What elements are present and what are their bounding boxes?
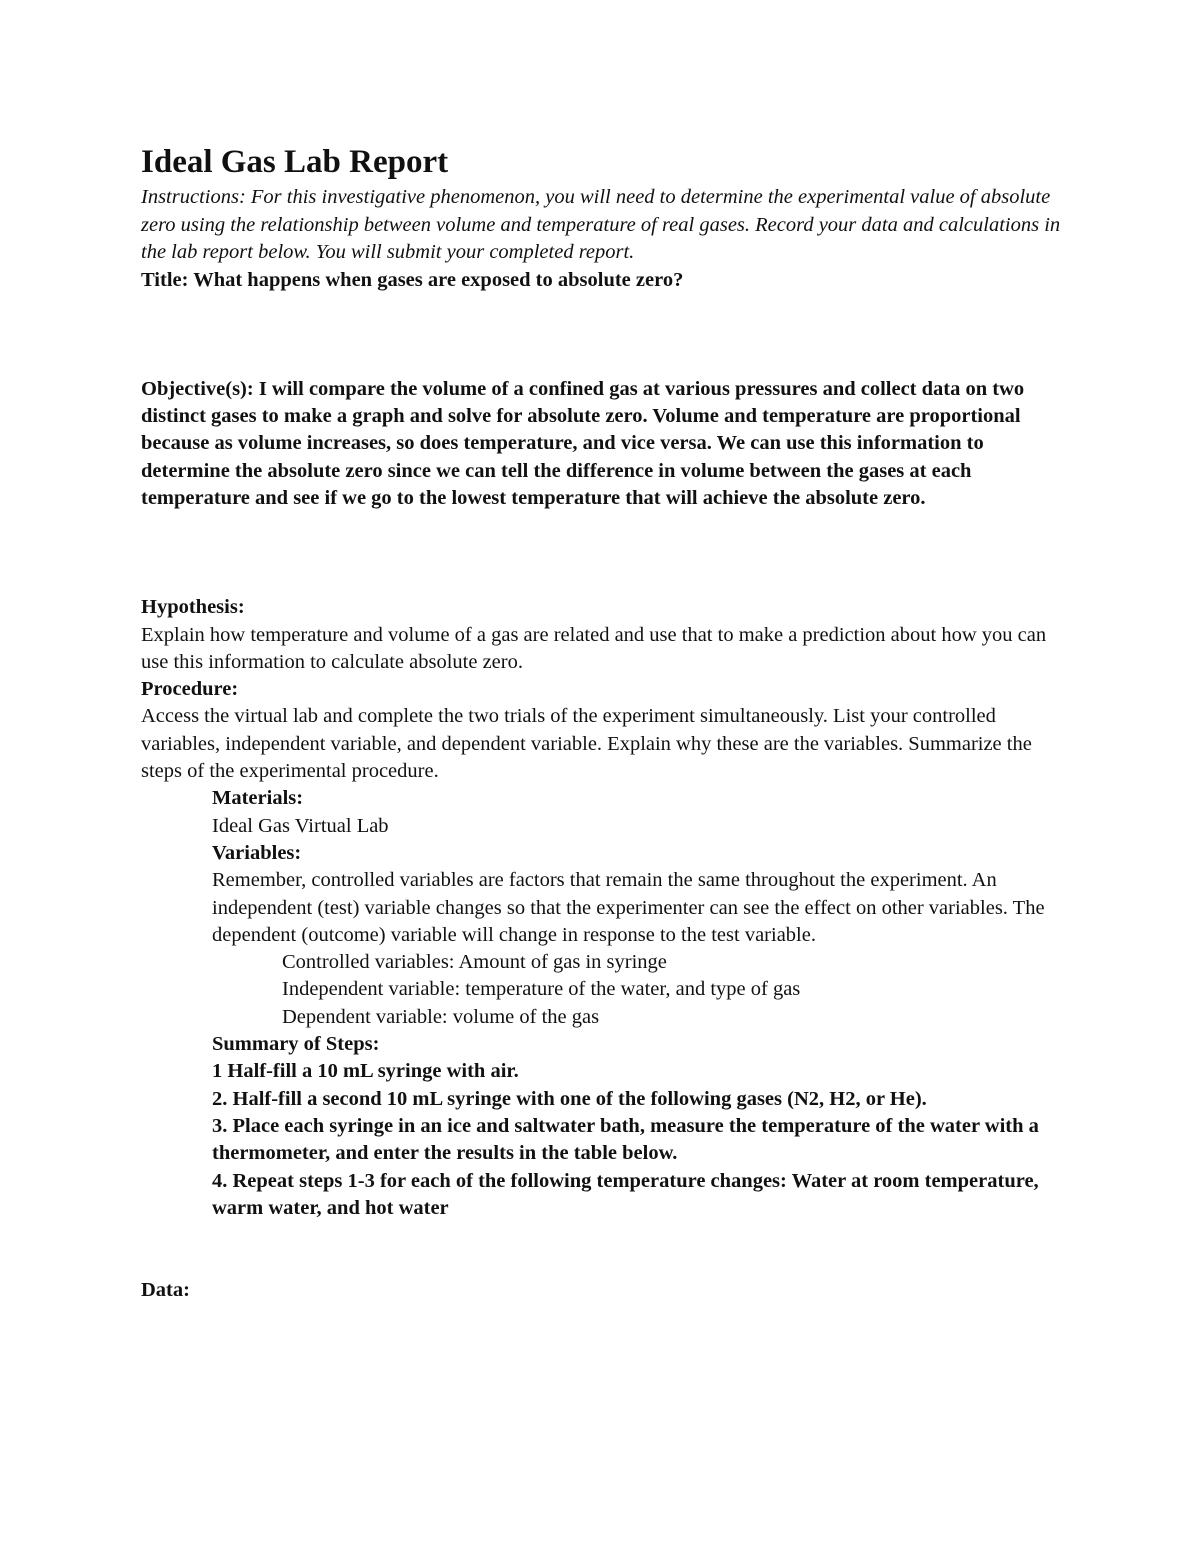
procedure-heading: Procedure:: [141, 678, 239, 701]
data-heading: Data:: [141, 1279, 190, 1302]
independent-variable: Independent variable: temperature of the water, and type of gas: [282, 978, 801, 1001]
step-item: 4. Repeat steps 1-3 for each of the following temperature changes: Water at room temperature, warm water, and hot water: [212, 1169, 1039, 1219]
procedure-text: Access the virtual lab and complete the two trials of the experiment simultaneously. List your controlled variables, independent variable, and dependent variable. Explain why these are the variables. Summarize the steps of the experimental procedure.: [141, 705, 1032, 783]
step-item: 2. Half-fill a second 10 mL syringe with one of the following gases (N2, H2, or He).: [212, 1087, 927, 1110]
document-title: Ideal Gas Lab Report: [141, 144, 449, 180]
document-page: [141, 140, 1071, 1304]
summary-section: [141, 1031, 1071, 1222]
materials-text: Ideal Gas Virtual Lab: [212, 814, 389, 837]
hypothesis-text: Explain how temperature and volume of a gas are related and use that to make a prediction about how you can use this information to calculate absolute zero.: [141, 623, 1047, 673]
controlled-variables: Controlled variables: Amount of gas in syringe: [282, 951, 667, 974]
step-item: 1 Half-fill a 10 mL syringe with air.: [212, 1060, 519, 1083]
variables-list: [141, 949, 1071, 1031]
variables-heading: Variables:: [212, 841, 302, 864]
report-title: Title: What happens when gases are exposed to absolute zero?: [141, 268, 684, 291]
dependent-variable: Dependent variable: volume of the gas: [282, 1005, 600, 1028]
materials-heading: Materials:: [212, 787, 304, 810]
variables-text: Remember, controlled variables are factors that remain the same throughout the experiment. An independent (test) variable changes so that the experimenter can see the effect on other variables. The dependent (outcome) variable will change in response to the test variable.: [212, 869, 1045, 946]
step-item: 3. Place each syringe in an ice and saltwater bath, measure the temperature of the water with a thermometer, and enter the results in the table below.: [212, 1114, 1039, 1165]
summary-heading: Summary of Steps:: [212, 1033, 380, 1056]
hypothesis-heading: Hypothesis:: [141, 596, 245, 619]
procedure-details: [141, 785, 1071, 949]
objective-text: Objective(s): I will compare the volume of a confined gas at various pressures and collect data on two distinct gases to make a graph and solve for absolute zero. Volume and temperature are proportional because as volume increases, so does temperature, and vice versa. We can use this information to determine the absolute zero since we can tell the difference in volume between the gases at each temperature and see if we go to the lowest temperature that will achieve the absolute zero.: [141, 377, 1025, 509]
instructions-text: Instructions: For this investigative phenomenon, you will need to determine the experimental value of absolute zero using the relationship between volume and temperature of real gases. Record your data and calculations in the lab report below. You will submit your completed report.: [141, 186, 1061, 263]
